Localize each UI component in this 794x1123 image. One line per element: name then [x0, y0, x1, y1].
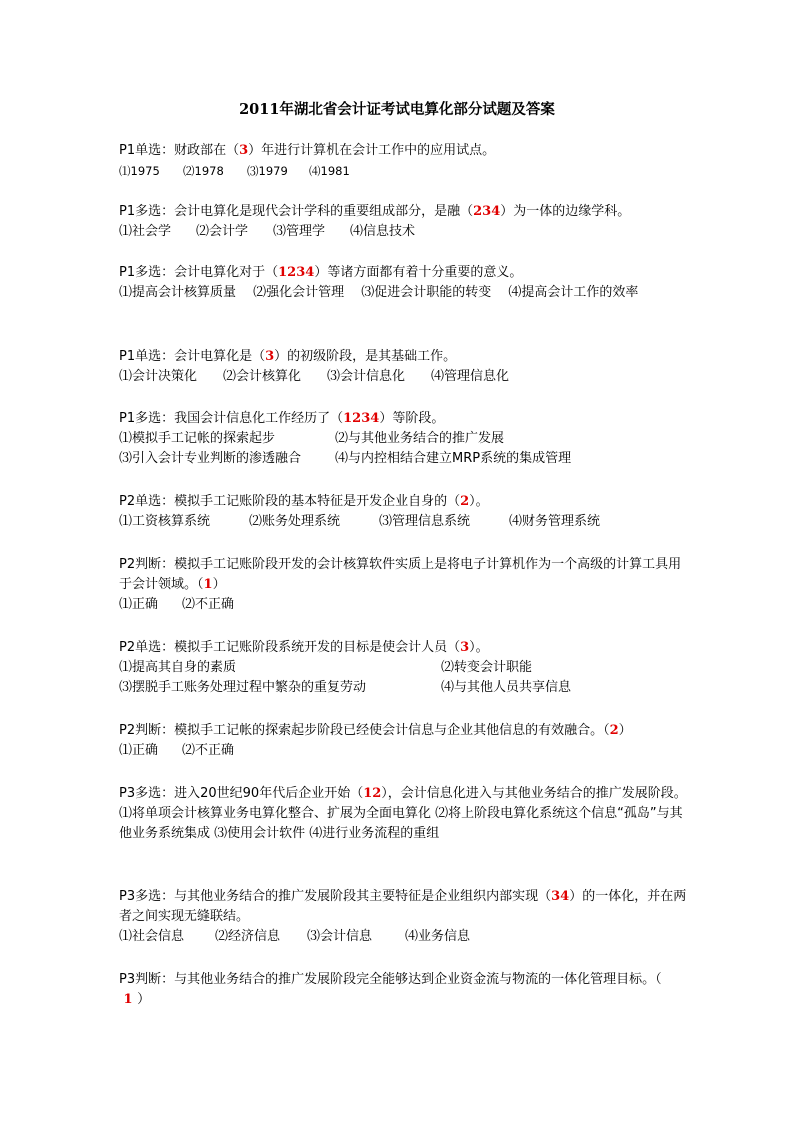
answer: 2 [460, 494, 470, 509]
options [119, 741, 687, 761]
options [119, 927, 687, 947]
option-4: ⑷业务信息 [405, 929, 471, 944]
question-text: P1多选：我国会计信息化工作经历了（1234）等阶段。 [119, 411, 445, 426]
option-1: ⑴正确 [119, 597, 159, 612]
question-1 [119, 141, 687, 181]
options [119, 222, 687, 242]
option-4: ⑷与内控相结合建立MRP系统的集成管理 [335, 451, 572, 466]
option-4: ⑷财务管理系统 [509, 514, 601, 529]
option-4: ⑷与其他人员共享信息 [441, 680, 572, 695]
question-5 [119, 409, 687, 469]
option-2: ⑵账务处理系统 [249, 514, 341, 529]
option-2: ⑵会计学 [196, 224, 249, 239]
answer: 1234 [278, 265, 315, 280]
options: ⑴将单项会计核算业务电算化整合、扩展为全面电算化 ⑵将上阶段电算化系统这个信息“孤岛”与其他业务系统集成 ⑶使用会计软件 ⑷进行业务流程的重组 [119, 806, 683, 841]
option-2: ⑵不正确 [182, 597, 235, 612]
question-text: P2判断：模拟手工记账阶段开发的会计核算软件实质上是将电子计算机作为一个高级的计算工具用于会计领域。（1） [119, 557, 682, 592]
option-2: ⑵转变会计职能 [441, 660, 533, 675]
option-2: ⑵经济信息 [215, 929, 281, 944]
question-8 [119, 638, 687, 698]
options [119, 512, 687, 532]
question-7 [119, 555, 687, 615]
answer: 3 [239, 143, 249, 158]
question-text: P2单选：模拟手工记账阶段的基本特征是开发企业自身的（2）。 [119, 494, 489, 509]
option-2: ⑵1978 [183, 164, 224, 178]
option-2: ⑵不正确 [182, 743, 235, 758]
question-6 [119, 492, 687, 532]
answer: 1 [119, 992, 138, 1007]
question-text: P1多选：会计电算化是现代会计学科的重要组成部分，是融（234）为一体的边缘学科。 [119, 204, 631, 219]
answer: 2 [609, 723, 619, 738]
option-3: ⑶管理学 [273, 224, 326, 239]
options [119, 161, 687, 181]
option-1: ⑴1975 [119, 164, 160, 178]
option-1: ⑴正确 [119, 743, 159, 758]
question-11 [119, 887, 687, 947]
option-1: ⑴工资核算系统 [119, 514, 211, 529]
options [119, 678, 687, 698]
answer: 234 [473, 204, 501, 219]
answer: 12 [363, 786, 382, 801]
option-4: ⑷信息技术 [350, 224, 416, 239]
question-text: P1单选：财政部在（3）年进行计算机在会计工作中的应用试点。 [119, 143, 496, 158]
answer: 34 [551, 889, 570, 904]
option-1: ⑴模拟手工记帐的探索起步 [119, 431, 276, 446]
options [119, 429, 687, 449]
option-1: ⑴会计决策化 [119, 369, 198, 384]
question-12 [119, 970, 687, 1010]
options [119, 658, 687, 678]
option-3: ⑶会计信息 [307, 929, 373, 944]
option-3: ⑶1979 [247, 164, 288, 178]
question-text: P3多选：进入20世纪90年代后企业开始（12），会计信息化进入与其他业务结合的推广发展阶段。 [119, 786, 687, 801]
question-text: P2判断：模拟手工记帐的探索起步阶段已经使会计信息与企业其他信息的有效融合。（2） [119, 723, 632, 738]
option-2: ⑵会计核算化 [223, 369, 302, 384]
question-text: P3判断：与其他业务结合的推广发展阶段完全能够达到企业资金流与物流的一体化管理目标。（ 1 ） [119, 972, 662, 1007]
option-1: ⑴提高其自身的素质 [119, 660, 237, 675]
question-2 [119, 202, 687, 242]
question-text: P3多选：与其他业务结合的推广发展阶段其主要特征是企业组织内部实现（34）的一体化，并在两者之间实现无缝联结。 [119, 889, 687, 924]
option-3: ⑶会计信息化 [327, 369, 406, 384]
option-4: ⑷管理信息化 [431, 369, 510, 384]
option-3: ⑶摆脱手工账务处理过程中繁杂的重复劳动 [119, 680, 367, 695]
option-4: ⑷1981 [309, 164, 350, 178]
question-text: P1单选：会计电算化是（3）的初级阶段，是其基础工作。 [119, 349, 457, 364]
option-1: ⑴社会学 [119, 224, 172, 239]
answer: 1234 [343, 411, 380, 426]
option-3: ⑶管理信息系统 [379, 514, 471, 529]
document-title: 2011年湖北省会计证考试电算化部分试题及答案 [239, 101, 555, 118]
question-text: P2单选：模拟手工记账阶段系统开发的目标是使会计人员（3）。 [119, 640, 489, 655]
answer: 3 [460, 640, 470, 655]
options [119, 595, 687, 615]
answer: 1 [203, 577, 213, 592]
question-10 [119, 784, 687, 844]
question-3 [119, 263, 687, 303]
option-3: ⑶引入会计专业判断的渗透融合 [119, 451, 302, 466]
question-9 [119, 721, 687, 761]
options [119, 449, 687, 469]
options [119, 367, 687, 387]
options: ⑴提高会计核算质量 ⑵强化会计管理 ⑶促进会计职能的转变 ⑷提高会计工作的效率 [119, 285, 639, 300]
option-2: ⑵与其他业务结合的推广发展 [335, 431, 505, 446]
option-1: ⑴社会信息 [119, 929, 185, 944]
question-text: P1多选：会计电算化对于（1234）等诸方面都有着十分重要的意义。 [119, 265, 523, 280]
answer: 3 [265, 349, 275, 364]
question-4 [119, 347, 687, 387]
